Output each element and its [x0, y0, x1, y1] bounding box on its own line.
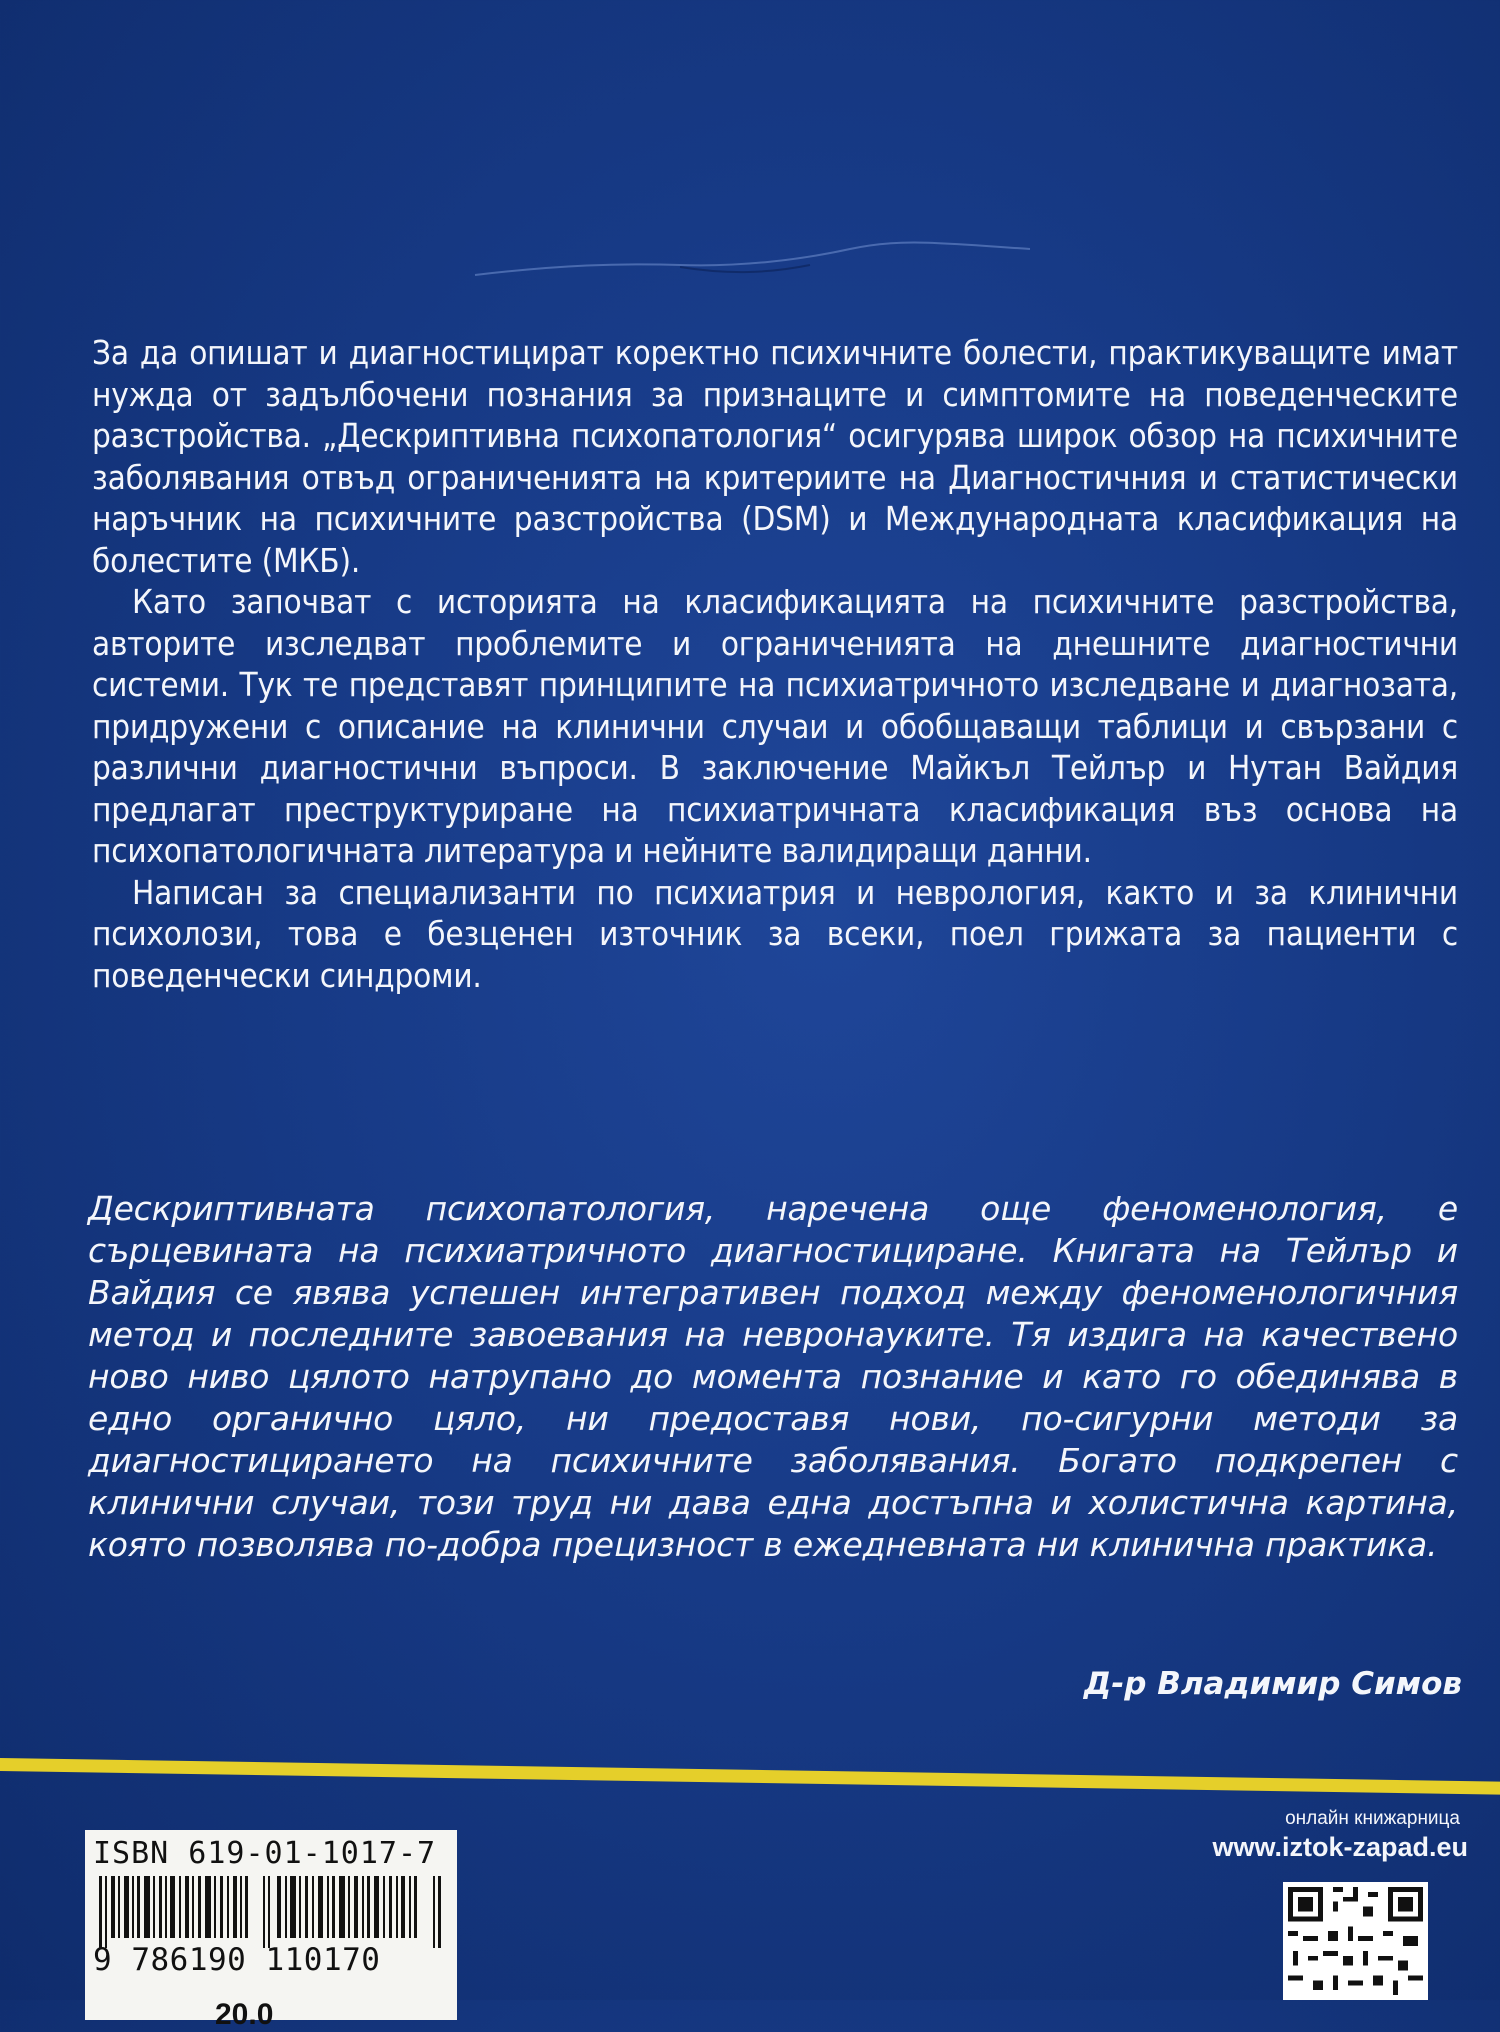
review-quote: Дескриптивната психопатология, наречена още феноменология, е сърцевината на психиатричното диагностициране. Книгата на Тейлър и Вайдия се явява успешен интегративен подход между феноменологичния метод и последните завоевания на невронауките. Тя издига на качествено ново ниво цялото натрупано до момента познание и като го обединява в едно органично цяло, ни предоставя нови, по-сигурни методи за диагностицирането на психичните заболявания. Богато подкрепен с клинични случаи, този труд ни дава една достъпна и холистична картина, която позволява по-добра прецизност в ежедневната ни клинична практика.: [88, 1189, 1458, 1564]
shop-label: онлайн книжарница: [1285, 1808, 1460, 1829]
barcode-icon: [99, 1876, 444, 1948]
cover-crease: [470, 235, 1090, 295]
qr-code-icon: [1283, 1882, 1428, 2000]
blurb-paragraph-1: За да опишат и диагностицират коректно психичните болести, практикуващите имат нужда от задълбочени познания за признаците и симптомите на поведенческите разстройства. „Дескриптивна психопатология“ осигурява широк обзор на психичните заболявания отвъд ограниченията на критериите на Диагностичния и статистически наръчник на психичните разстройства (DSM) и Международната класификация на болестите (МКБ).: [92, 333, 1458, 580]
shop-url: www.iztok-zapad.eu: [1212, 1832, 1468, 1862]
review-signature: Д-р Владимир Симов: [1083, 1666, 1462, 1702]
price-label: 20.0: [215, 1998, 274, 2031]
barcode-sticker: [85, 1830, 457, 2031]
blurb: [92, 332, 1458, 996]
blurb-paragraph-3: Написан за специализанти по психиатрия и неврология, както и за клинични психолози, това е безценен източник за всеки, поел грижата за пациенти с поведенчески синдроми.: [92, 872, 1458, 995]
yellow-stripe: [0, 1758, 1500, 1795]
isbn-number: ISBN 619-01-1017-7: [93, 1836, 437, 1871]
blurb-paragraph-2: Като започват с историята на класификацията на психичните разстройства, авторите изследват проблемите и ограниченията на днешните диагностични системи. Тук те представят принципите на психиатричното изследване и диагнозата, придружени с описание на клинични случаи и обобщаващи таблици и свързани с различни диагностични въпроси. В заключение Майкъл Тейлър и Нутан Вайдия предлагат преструктуриране на психиатричната класификация въз основа на психопатологичната литература и нейните валидиращи данни.: [92, 582, 1458, 870]
ean-number: 9 786190 110170: [93, 1942, 381, 1978]
